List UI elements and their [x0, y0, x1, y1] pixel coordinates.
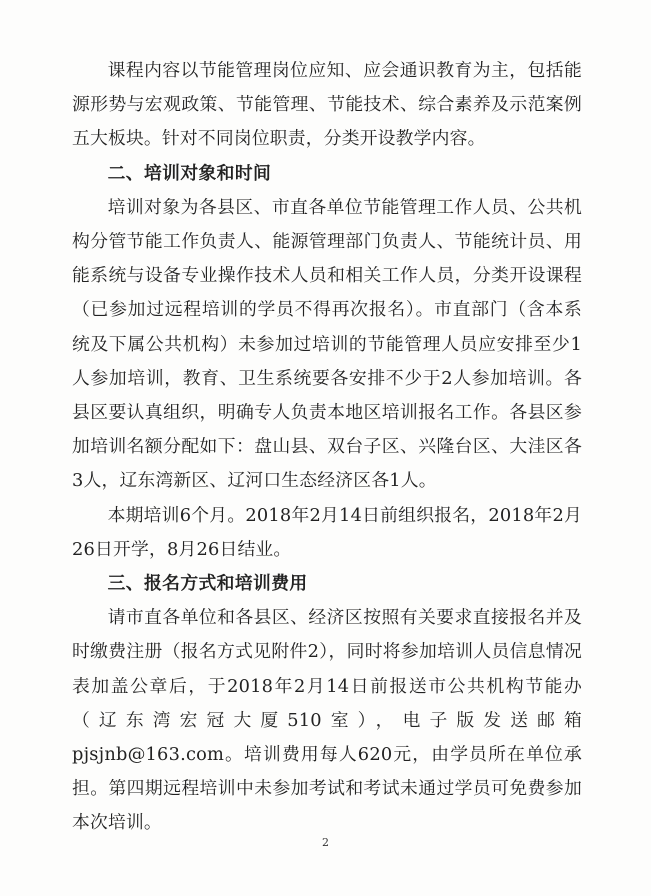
paragraph-registration: 请市直各单位和各县区、经济区按照有关要求直接报名并及时缴费注册（报名方式见附件2），同时将参加培训人员信息情况表加盖公章后，于2018年2月14日前报送市公共机构节能办（辽东湾宏冠大厦510室），电子版发送邮箱pjsjnb@163.com。培训费用每人620元，由学员所在单位承担。第四期远程培训中未参加考试和考试未通过学员可免费参加本次培训。: [72, 607, 582, 834]
paragraph-course-content: 课程内容以节能管理岗位应知、应会通识教育为主，包括能源形势与宏观政策、节能管理、节能技术、综合素养及示范案例五大板块。针对不同岗位职责，分类开设教学内容。: [72, 60, 582, 150]
heading-participants-and-time: 二、培训对象和时间: [107, 162, 272, 184]
heading-registration-and-fees: 三、报名方式和培训费用: [107, 573, 308, 595]
paragraph-participants: 培训对象为各县区、市直各单位节能管理工作人员、公共机构分管节能工作负责人、能源管理部门负责人、节能统计员、用能系统与设备专业操作技术人员和相关工作人员，分类开设课程（已参加过远程培训的学员不得再次报名）。市直部门（含本系统及下属公共机构）未参加过培训的节能管理人员应安排至少1人参加培训，教育、卫生系统要各安排不少于2人参加培训。各县区要认真组织，明确专人负责本地区培训报名工作。各县区参加培训名额分配如下：盘山县、双台子区、兴隆台区、大洼区各3人，辽东湾新区、辽河口生态经济区各1人。: [72, 196, 582, 492]
document-body: [72, 54, 582, 841]
paragraph-schedule: 本期培训6个月。2018年2月14日前组织报名，2018年2月26日开学，8月26日结业。: [72, 504, 582, 560]
page-number: 2: [322, 836, 329, 849]
